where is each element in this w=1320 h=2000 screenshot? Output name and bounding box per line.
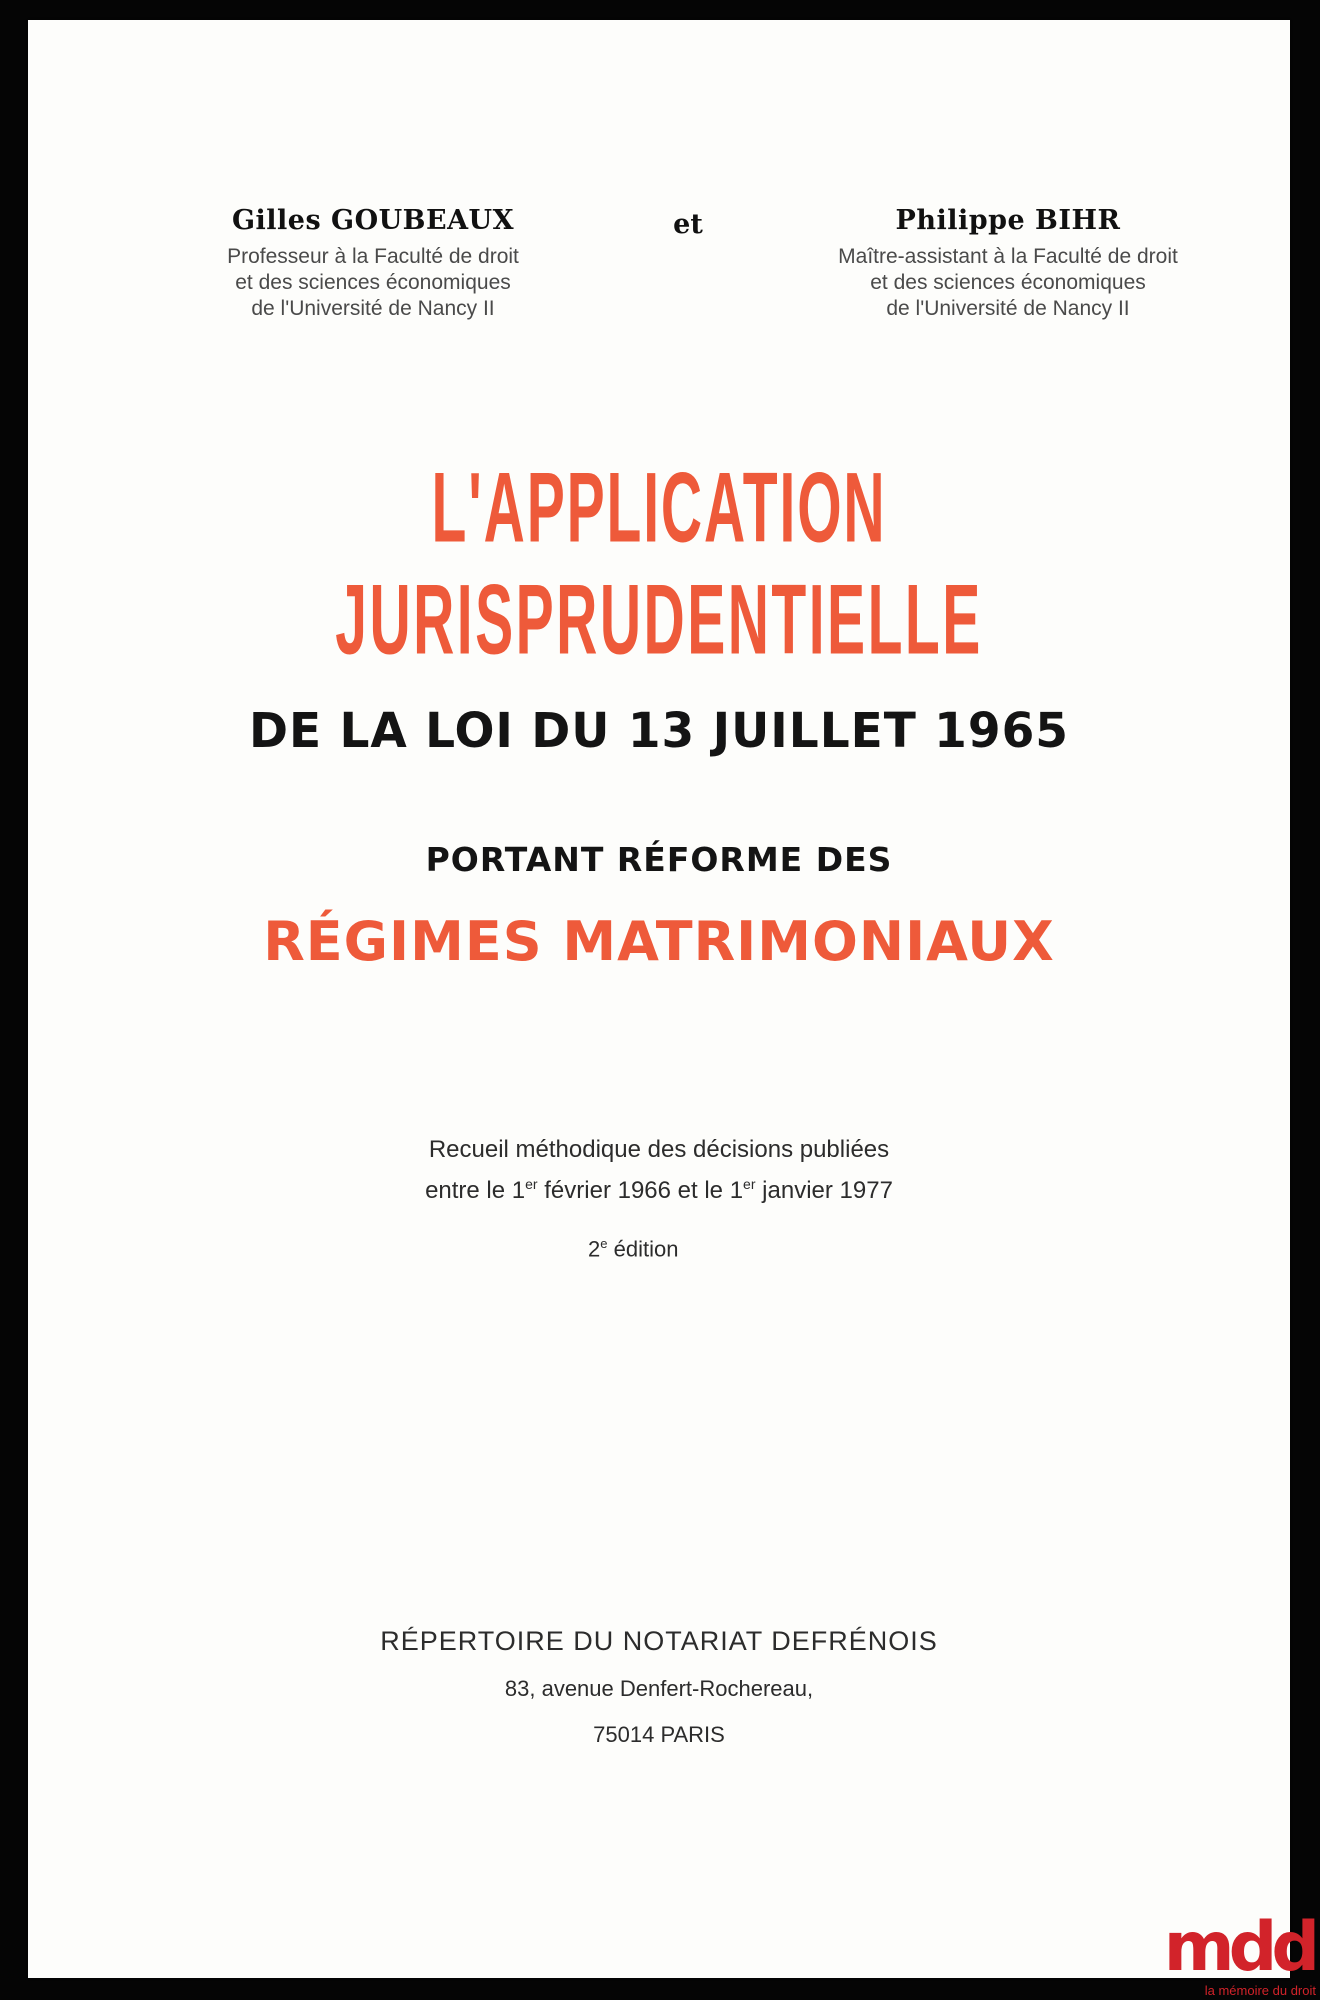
title-line-4: PORTANT RÉFORME DES <box>425 840 893 879</box>
edition-label: édition <box>607 1236 679 1262</box>
title-line-1: L'APPLICATION <box>431 452 887 564</box>
author-bihr <box>748 205 1268 322</box>
description-line-2 <box>28 1167 1290 1208</box>
superscript: er <box>743 1176 756 1192</box>
author-affiliation-line: Maître-assistant à la Faculté de droit <box>838 245 1178 268</box>
publisher-name: RÉPERTOIRE DU NOTARIAT DEFRÉNOIS <box>380 1626 938 1656</box>
author-goubeaux <box>158 205 588 322</box>
publisher-address: 83, avenue Denfert-Rochereau, <box>504 1676 814 1701</box>
author-conjunction: et <box>673 209 703 240</box>
superscript: er <box>525 1176 538 1192</box>
logo-mark: mdd <box>1163 1908 1314 1987</box>
author-affiliation-line: de l'Université de Nancy II <box>886 297 1130 320</box>
description-text: février 1966 et le 1 <box>537 1177 744 1204</box>
book-cover <box>28 20 1290 1978</box>
author-name: Gilles GOUBEAUX <box>231 205 515 236</box>
author-affiliation-line: de l'Université de Nancy II <box>251 297 495 320</box>
author-affiliation-line: et des sciences économiques <box>235 271 511 294</box>
description-text: entre le 1 <box>425 1177 526 1204</box>
logo-caption: la mémoire du droit <box>1204 1983 1316 1998</box>
title-line-3: DE LA LOI DU 13 JUILLET 1965 <box>248 703 1070 759</box>
edition <box>588 1236 678 1262</box>
description-line-1: Recueil méthodique des décisions publiées <box>428 1136 890 1163</box>
publisher-city: 75014 PARIS <box>593 1722 725 1747</box>
superscript: e <box>600 1236 608 1251</box>
title-line-5: RÉGIMES MATRIMONIAUX <box>263 910 1055 973</box>
author-name: Philippe BIHR <box>895 205 1121 236</box>
watermark-logo <box>1162 1898 1320 2000</box>
description-text: janvier 1977 <box>755 1177 893 1204</box>
description <box>28 1132 1290 1208</box>
author-affiliation-line: Professeur à la Faculté de droit <box>227 245 519 268</box>
author-affiliation-line: et des sciences économiques <box>870 271 1146 294</box>
title-line-2: JURISPRUDENTIELLE <box>335 564 983 676</box>
edition-number: 2 <box>588 1236 601 1262</box>
